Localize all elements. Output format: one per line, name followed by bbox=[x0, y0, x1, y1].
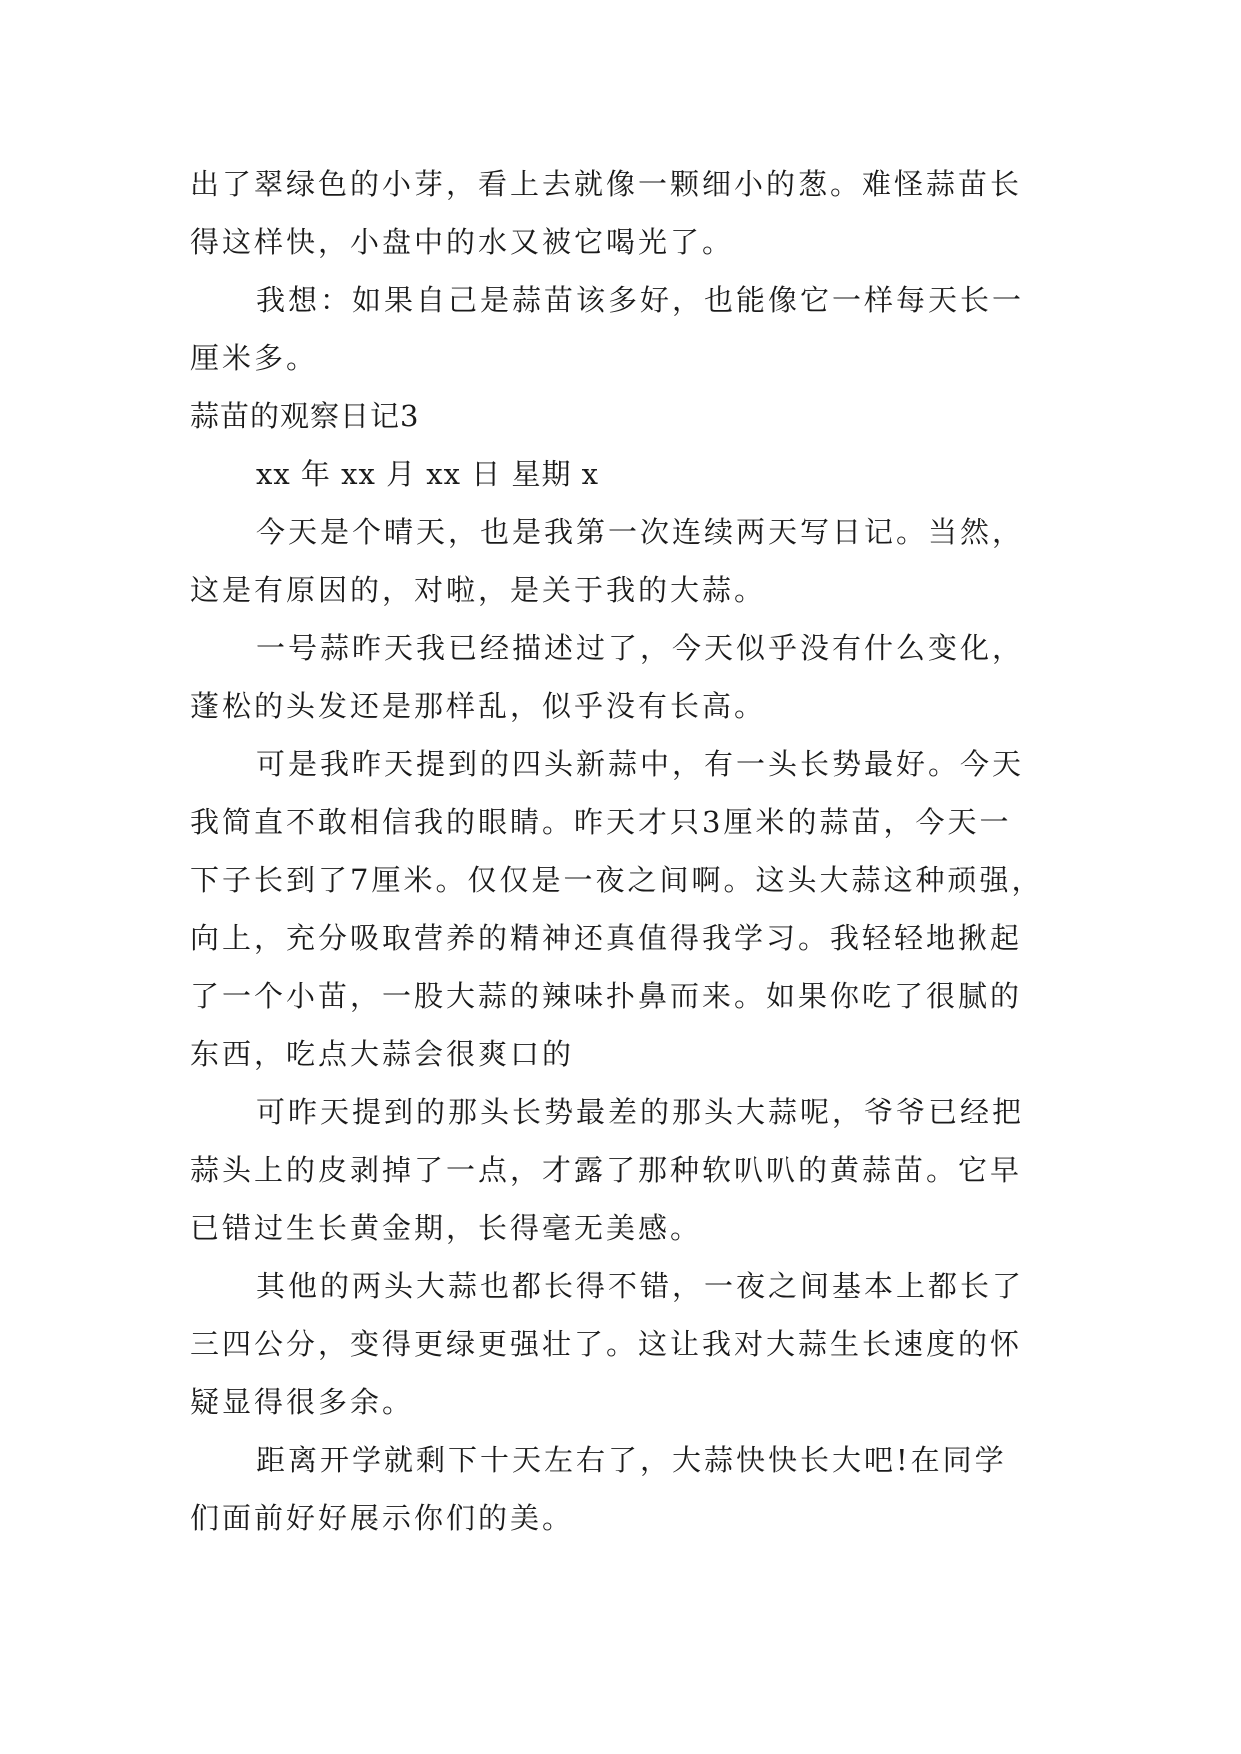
paragraph-start-line: 距离开学就剩下十天左右了，大蒜快快长大吧!在同学 bbox=[256, 1443, 1007, 1477]
text-line: 我简直不敢相信我的眼睛。昨天才只3厘米的蒜苗，今天一 bbox=[190, 805, 1012, 839]
text-line: 出了翠绿色的小芽，看上去就像一颗细小的葱。难怪蒜苗长 bbox=[190, 167, 1023, 201]
paragraph-start-line: 其他的两头大蒜也都长得不错，一夜之间基本上都长了 bbox=[256, 1269, 1025, 1303]
document-body bbox=[190, 155, 1050, 1547]
text-line: 蓬松的头发还是那样乱，似乎没有长高。 bbox=[190, 689, 767, 723]
paragraph-start-line: 今天是个晴天，也是我第一次连续两天写日记。当然， bbox=[256, 515, 1025, 549]
paragraph-start-line: 可是我昨天提到的四头新蒜中，有一头长势最好。今天 bbox=[256, 747, 1025, 781]
text-line: 已错过生长黄金期，长得毫无美感。 bbox=[190, 1211, 703, 1245]
text-line: 这是有原因的，对啦，是关于我的大蒜。 bbox=[190, 573, 767, 607]
text-line: 厘米多。 bbox=[190, 341, 319, 375]
text-line: 蒜头上的皮剥掉了一点，才露了那种软叭叭的黄蒜苗。它早 bbox=[190, 1153, 1023, 1187]
paragraph-start-line: 我想：如果自己是蒜苗该多好，也能像它一样每天长一 bbox=[256, 283, 1025, 317]
text-line: 向上，充分吸取营养的精神还真值得我学习。我轻轻地揪起 bbox=[190, 921, 1023, 955]
text-line: 们面前好好展示你们的美。 bbox=[190, 1501, 575, 1535]
paragraph-start-line: 可昨天提到的那头长势最差的那头大蒜呢，爷爷已经把 bbox=[256, 1095, 1025, 1129]
section-title: 蒜苗的观察日记3 bbox=[190, 399, 420, 433]
text-line: 下子长到了7厘米。仅仅是一夜之间啊。这头大蒜这种顽强， bbox=[190, 863, 1044, 897]
text-line: 得这样快，小盘中的水又被它喝光了。 bbox=[190, 225, 735, 259]
text-line: 了一个小苗，一股大蒜的辣味扑鼻而来。如果你吃了很腻的 bbox=[190, 979, 1023, 1013]
text-line: 东西，吃点大蒜会很爽口的 bbox=[190, 1037, 575, 1071]
text-line: 三四公分，变得更绿更强壮了。这让我对大蒜生长速度的怀 bbox=[190, 1327, 1023, 1361]
diary-date: xx 年 xx 月 xx 日 星期 x bbox=[256, 457, 600, 491]
text-line: 疑显得很多余。 bbox=[190, 1385, 415, 1419]
paragraph-start-line: 一号蒜昨天我已经描述过了，今天似乎没有什么变化， bbox=[256, 631, 1025, 665]
